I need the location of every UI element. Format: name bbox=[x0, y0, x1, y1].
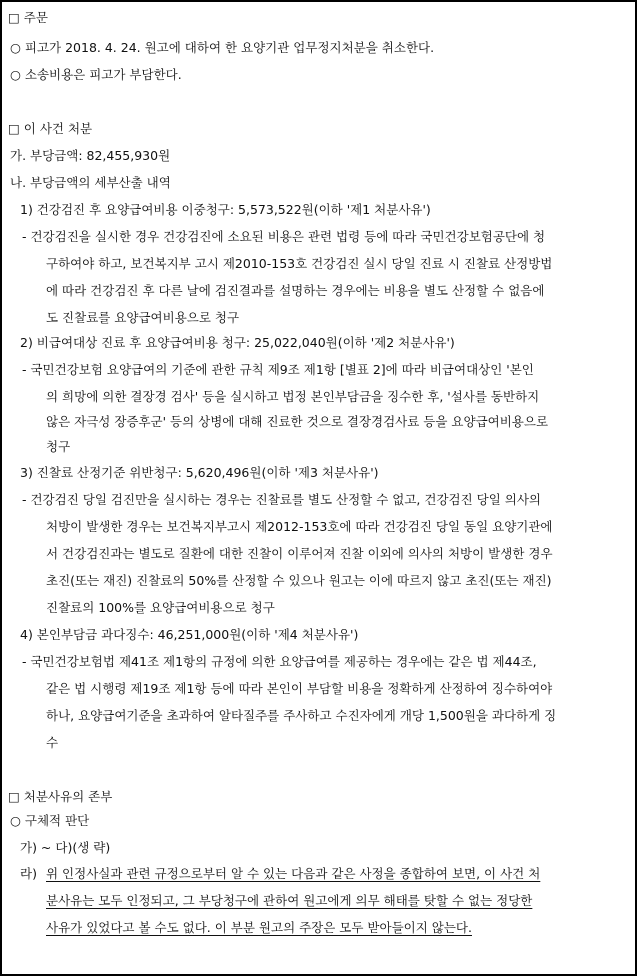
reason3-line: - 건강검진 당일 검진만을 실시하는 경우는 진찰료를 별도 산정할 수 없고, 건강검진 당일 의사의 bbox=[22, 492, 541, 507]
ra-label: 라) bbox=[20, 866, 37, 881]
reason3-line: 처방이 발생한 경우는 보건복지부고시 제2012-153호에 따라 건강검진 당일 동일 요양기관에 bbox=[46, 519, 553, 534]
reason3-line: 서 건강검진과는 별도로 질환에 대한 진찰이 이루어져 진찰 이외에 의사의 처방이 발생한 경우 bbox=[46, 546, 553, 561]
ra-line: 분사유는 모두 인정되고, 그 부당청구에 관하여 원고에게 의무 해태를 탓할 수 없는 정당한 bbox=[46, 893, 533, 908]
reason3-title: 3) 진찰료 산정기준 위반청구: 5,620,496원(이하 '제3 처분사유') bbox=[20, 465, 379, 480]
reason2-line: 청구 bbox=[46, 439, 71, 454]
order-item: ○ 피고가 2018. 4. 24. 원고에 대하여 한 요양기관 업무정지처분을 취소한다. bbox=[10, 40, 435, 55]
reason3-line: 진찰료의 100%를 요양급여비용으로 청구 bbox=[46, 600, 275, 615]
reason4-title: 4) 본인부담금 과다징수: 46,251,000원(이하 '제4 처분사유') bbox=[20, 627, 359, 642]
ra-line: 위 인정사실과 관련 규정으로부터 알 수 있는 다음과 같은 사정을 종합하여 보면, 이 사건 처 bbox=[46, 866, 541, 881]
reason4-line: 수 bbox=[46, 735, 59, 750]
breakdown-title: 나. 부당금액의 세부산출 내역 bbox=[10, 175, 171, 190]
reason3-line: 초진(또는 재진) 진찰료의 50%를 산정할 수 있으나 원고는 이에 따르지 않고 초진(또는 재진) bbox=[46, 573, 552, 588]
reason2-line: 의 희망에 의한 결장경 검사' 등을 실시하고 법정 본인부담금을 징수한 후, '설사를 동반하지 bbox=[46, 389, 540, 404]
grounds-heading: □ 처분사유의 존부 bbox=[8, 789, 113, 804]
order-heading: □ 주문 bbox=[8, 10, 48, 25]
reason1-line: - 건강검진을 실시한 경우 건강검진에 소요된 비용은 관련 법령 등에 따라 국민건강보험공단에 청 bbox=[22, 229, 546, 244]
reason1-line: 구하여야 하고, 보건복지부 고시 제2010-153호 건강검진 실시 당일 진료 시 진찰료 산정방법 bbox=[46, 256, 553, 271]
reason2-line: 않은 자극성 장증후군' 등의 상병에 대해 진료한 것으로 결장경검사료 등을 요양급여비용으로 bbox=[46, 414, 549, 429]
reason4-line: - 국민건강보험법 제41조 제1항의 규정에 의한 요양급여를 제공하는 경우에는 같은 법 제44조, bbox=[22, 654, 537, 669]
reason1-line: 에 따라 건강검진 후 다른 날에 검진결과를 설명하는 경우에는 비용을 별도 산정할 수 없음에 bbox=[46, 283, 545, 298]
order-item: ○ 소송비용은 피고가 부담한다. bbox=[10, 67, 182, 82]
reason4-line: 하나, 요양급여기준을 초과하여 알타질주를 주사하고 수진자에게 개당 1,500원을 과다하게 징 bbox=[46, 708, 557, 723]
amount-line: 가. 부당금액: 82,455,930원 bbox=[10, 148, 171, 163]
reason1-line: 도 진찰료를 요양급여비용으로 청구 bbox=[46, 310, 240, 325]
reason4-line: 같은 법 시행령 제19조 제1항 등에 따라 본인이 부담할 비용을 정확하게 산정하여 징수하여야 bbox=[46, 681, 553, 696]
omitted-note: 가) ~ 다)(생 략) bbox=[20, 840, 111, 855]
specific-judgment: ○ 구체적 판단 bbox=[10, 813, 90, 828]
reason1-title: 1) 건강검진 후 요양급여비용 이중청구: 5,573,522원(이하 '제1 처분사유') bbox=[20, 202, 431, 217]
ra-line: 사유가 있었다고 볼 수도 없다. 이 부분 원고의 주장은 모두 받아들이지 않는다. bbox=[46, 920, 472, 935]
reason2-title: 2) 비급여대상 진료 후 요양급여비용 청구: 25,022,040원(이하 '제2 처분사유') bbox=[20, 335, 455, 350]
reason2-line: - 국민건강보험 요양급여의 기준에 관한 규칙 제9조 제1항 [별표 2]에 따라 비급여대상인 '본인 bbox=[22, 362, 534, 377]
disposition-heading: □ 이 사건 처분 bbox=[8, 121, 93, 136]
